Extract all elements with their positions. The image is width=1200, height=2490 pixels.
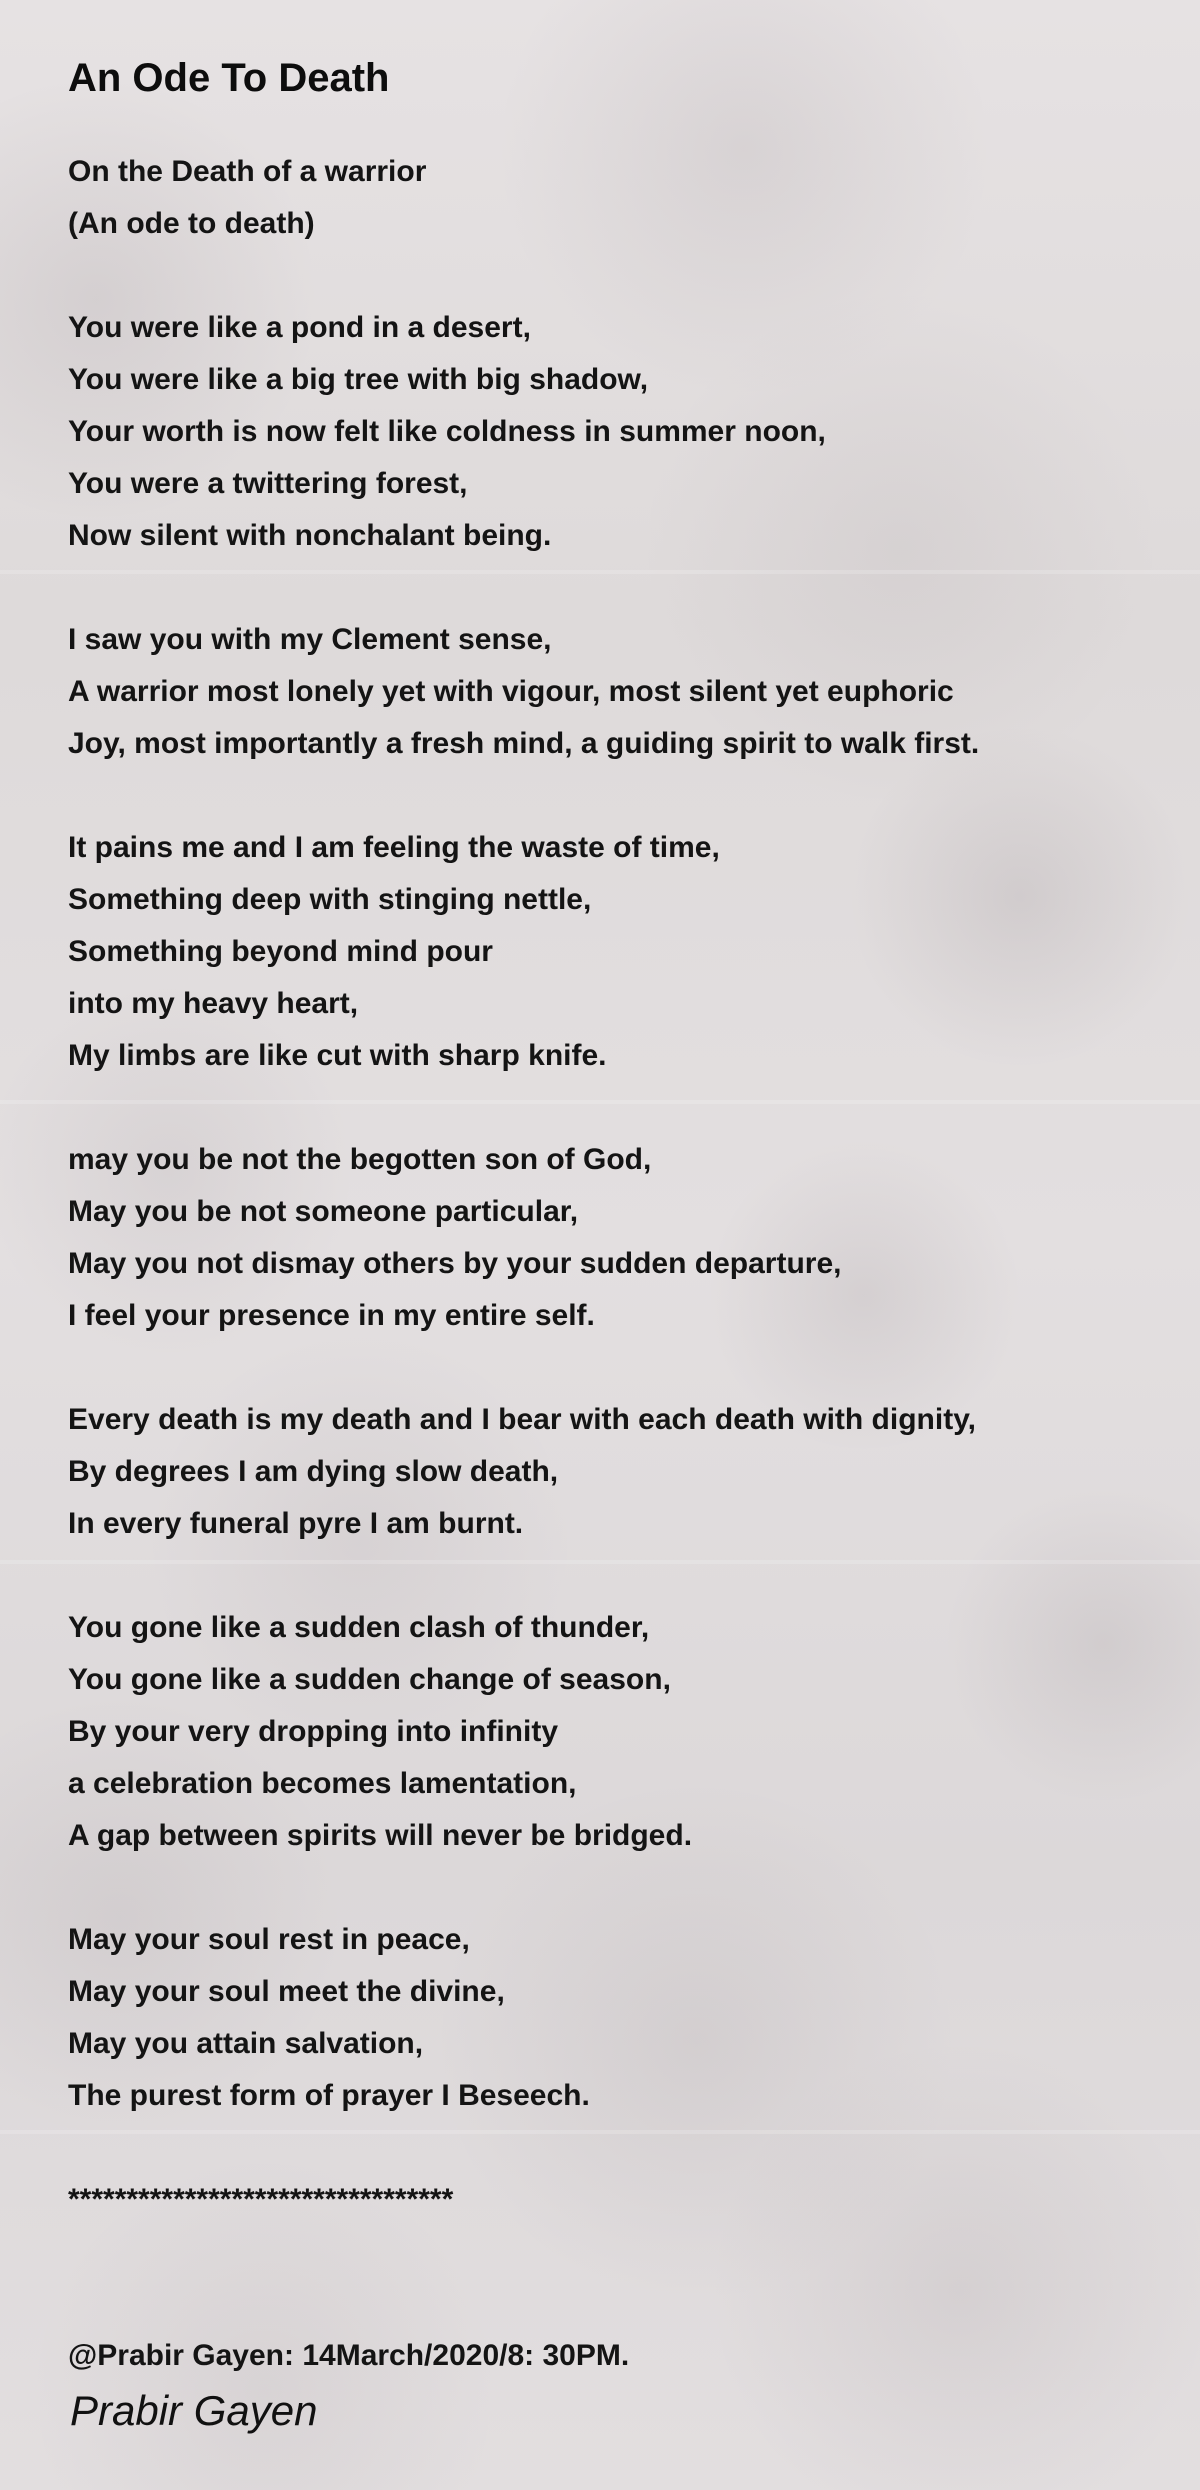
poem-line: a celebration becomes lamentation, [68, 1767, 577, 1800]
poem-line: may you be not the begotten son of God, [68, 1143, 652, 1176]
poem-line: I saw you with my Clement sense, [68, 623, 552, 656]
poem-line: Every death is my death and I bear with each death with dignity, [68, 1403, 976, 1436]
poem-line: On the Death of a warrior [68, 155, 427, 188]
stanza-break [68, 1082, 1148, 1134]
poem-line: ********************************* [68, 2183, 454, 2216]
poem-line: You gone like a sudden change of season, [68, 1663, 671, 1696]
poem-line: A warrior most lonely yet with vigour, most silent yet euphoric [68, 675, 954, 708]
poem-line: It pains me and I am feeling the waste of time, [68, 831, 720, 864]
poem-line: @Prabir Gayen: 14March/2020/8: 30PM. [68, 2339, 630, 2372]
poem-line: into my heavy heart, [68, 987, 359, 1020]
poem-line: By degrees I am dying slow death, [68, 1455, 559, 1488]
poem-author: Prabir Gayen [70, 2387, 318, 2434]
poem-line: Your worth is now felt like coldness in summer noon, [68, 415, 826, 448]
poem-line: By your very dropping into infinity [68, 1715, 559, 1748]
stanza-break [68, 1862, 1148, 1914]
poem-line: (An ode to death) [68, 207, 315, 240]
poem-line: In every funeral pyre I am burnt. [68, 1507, 524, 1540]
poem-line: The purest form of prayer I Beseech. [68, 2079, 590, 2112]
stanza-break [68, 1550, 1148, 1602]
stanza-break [68, 2226, 1148, 2278]
stanza-break [68, 1342, 1148, 1394]
poem-line: Now silent with nonchalant being. [68, 519, 552, 552]
poem-line: I feel your presence in my entire self. [68, 1299, 595, 1332]
poem-title: An Ode To Death [68, 56, 390, 100]
poem-line: May you be not someone particular, [68, 1195, 579, 1228]
poem-line: You were like a pond in a desert, [68, 311, 531, 344]
poem-line: Joy, most importantly a fresh mind, a guiding spirit to walk first. [68, 727, 980, 760]
poem-line: You were like a big tree with big shadow, [68, 363, 649, 396]
stanza-break [68, 2278, 1148, 2330]
stanza-break [68, 2122, 1148, 2174]
poem-page [68, 0, 1148, 2382]
poem-line: You were a twittering forest, [68, 467, 468, 500]
poem-line: You gone like a sudden clash of thunder, [68, 1611, 650, 1644]
poem-body [68, 146, 1148, 2382]
stanza-break [68, 770, 1148, 822]
stanza-break [68, 250, 1148, 302]
poem-line: May you not dismay others by your sudden departure, [68, 1247, 842, 1280]
poem-line: Something beyond mind pour [68, 935, 493, 968]
poem-line: May you attain salvation, [68, 2027, 424, 2060]
poem-line: Something deep with stinging nettle, [68, 883, 592, 916]
stanza-break [68, 562, 1148, 614]
poem-line: My limbs are like cut with sharp knife. [68, 1039, 607, 1072]
poem-line: May your soul meet the divine, [68, 1975, 505, 2008]
poem-line: A gap between spirits will never be bridged. [68, 1819, 693, 1852]
poem-line: May your soul rest in peace, [68, 1923, 470, 1956]
